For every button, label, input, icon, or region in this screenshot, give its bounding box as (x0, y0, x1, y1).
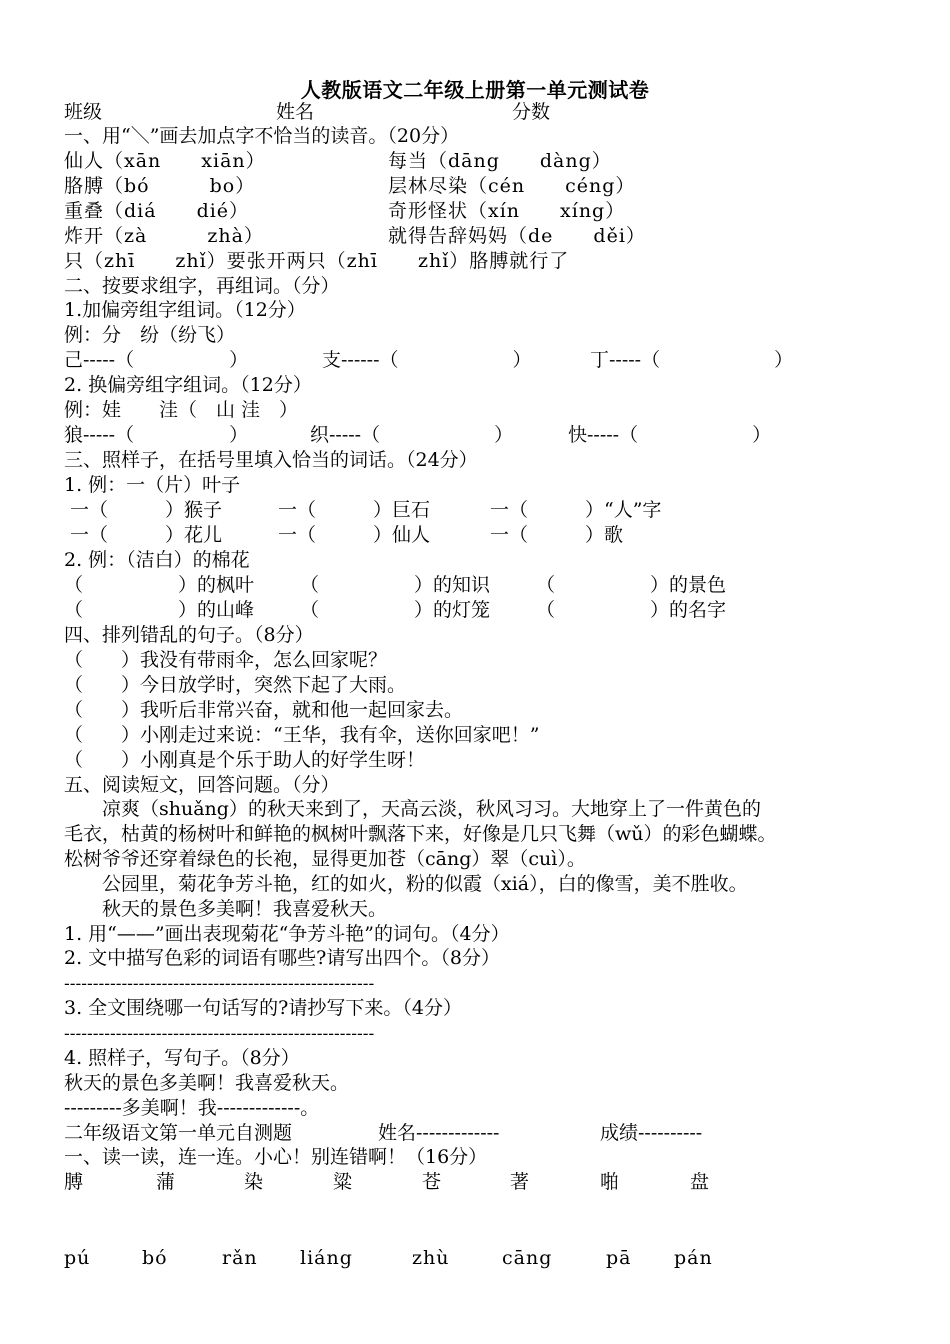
s5-question-3: 3. 全文围绕哪一句话写的?请抄写下来。（4分） (64, 997, 462, 1019)
match-char: 粱 (333, 1171, 353, 1193)
s3-fill: 一（ ）猴子 (64, 499, 223, 521)
match-pinyin: pán (674, 1247, 713, 1269)
s2-fill: 狼-----（ ） (64, 424, 249, 446)
s3-fill: （ ）的山峰 (64, 599, 255, 621)
s2-part2: 2. 换偏旁组字组词。（12分） (64, 374, 312, 396)
s1-row-right: 层林尽染（cén céng） (388, 175, 636, 197)
s4-item: （ ）小刚真是个乐于助人的好学生呀！ (64, 749, 426, 771)
match-char: 啪 (600, 1171, 620, 1193)
match-pinyin: liáng (300, 1247, 353, 1269)
s5-heading: 五、阅读短文，回答问题。（分） (64, 774, 340, 796)
s3-part2: 2. 例：（洁白）的棉花 (64, 549, 250, 571)
s1-row-right: 奇形怪状（xín xíng） (388, 200, 626, 222)
footer-heading: 一、读一读，连一连。小心！别连错啊！（16分） (64, 1146, 488, 1168)
match-char: 蒲 (156, 1171, 176, 1193)
s4-heading: 四、排列错乱的句子。（8分） (64, 624, 314, 646)
s4-item: （ ）我听后非常兴奋，就和他一起回家去。 (64, 699, 464, 721)
match-char: 膊 (64, 1171, 84, 1193)
s1-last: 只（zhī zhǐ）要张开两只（zhī zhǐ）胳膊就行了 (64, 250, 570, 272)
page-title: 人教版语文二年级上册第一单元测试卷 (300, 78, 650, 102)
footer-test-title: 二年级语文第一单元自测题 (64, 1122, 293, 1144)
footer-grade: 成绩---------- (600, 1122, 703, 1144)
s1-row-left: 重叠（diá dié） (64, 200, 250, 222)
s5-question-4: 4. 照样子，写句子。（8分） (64, 1047, 300, 1069)
match-pinyin: zhù (412, 1247, 450, 1269)
match-char: 苍 (422, 1171, 442, 1193)
s2-example1: 例：分 纷（纷飞） (64, 324, 236, 346)
name-label: 姓名 (276, 101, 315, 123)
match-pinyin: cāng (502, 1247, 553, 1269)
s5-question-1: 1. 用“——”画出表现菊花“争芳斗艳”的词句。（4分） (64, 923, 510, 945)
s2-heading: 二、按要求组字，再组词。（分） (64, 275, 340, 297)
match-pinyin: pú (64, 1247, 91, 1269)
s4-item: （ ）今日放学时，突然下起了大雨。 (64, 674, 407, 696)
s1-row-left: 胳膊（bó bo） (64, 175, 256, 197)
answer-line: ------------------------------------------------------ (64, 974, 375, 994)
s3-fill: 一（ ）巨石 (278, 499, 431, 521)
s3-heading: 三、照样子，在括号里填入恰当的词话。（24分） (64, 449, 478, 471)
s1-row-left: 炸开（zà zhà） (64, 225, 264, 247)
match-pinyin: rǎn (222, 1247, 258, 1269)
class-label: 班级 (64, 101, 103, 123)
s2-fill: 己-----（ ） (64, 349, 249, 371)
match-char: 染 (244, 1171, 264, 1193)
s2-fill: 织-----（ ） (310, 424, 514, 446)
match-pinyin: bó (142, 1247, 168, 1269)
s3-fill: 一（ ）“人”字 (490, 499, 662, 521)
match-pinyin: pā (606, 1247, 632, 1269)
s3-fill: 一（ ）花儿 (64, 524, 223, 546)
s1-row-right: 每当（dāng dàng） (388, 150, 612, 172)
s2-fill: 快-----（ ） (568, 424, 772, 446)
match-char: 盘 (690, 1171, 710, 1193)
s3-fill: （ ）的灯笼 (300, 599, 491, 621)
match-char: 著 (510, 1171, 530, 1193)
s2-fill: 支------（ ） (322, 349, 532, 371)
s4-item: （ ）小刚走过来说：“王华，我有伞，送你回家吧！” (64, 724, 540, 746)
s1-row-right: 就得告辞妈妈（de děi） (388, 225, 646, 247)
s3-part1: 1. 例：一（片）叶子 (64, 474, 241, 496)
s2-example2: 例：娃 洼（ 山 洼 ） (64, 399, 299, 421)
s1-row-left: 仙人（xān xiān） (64, 150, 266, 172)
s5-para-line: 公园里，菊花争芳斗艳，红的如火，粉的似霞（xiá），白的像雪，美不胜收。 (64, 873, 748, 895)
s4-item: （ ）我没有带雨伞，怎么回家呢？ (64, 649, 388, 671)
s5-example: 秋天的景色多美啊！我喜爱秋天。 (64, 1072, 350, 1094)
s5-para-line: 凉爽（shuǎng）的秋天来到了，天高云淡，秋风习习。大地穿上了一件黄色的 (64, 798, 761, 820)
footer-name: 姓名------------- (378, 1122, 500, 1144)
s3-fill: （ ）的名字 (536, 599, 727, 621)
score-label: 分数 (512, 101, 551, 123)
s5-fill-sentence: ---------多美啊！我-------------。 (64, 1097, 320, 1119)
s3-fill: 一（ ）歌 (490, 524, 624, 546)
s5-para-line: 秋天的景色多美啊！我喜爱秋天。 (64, 898, 388, 920)
answer-line: ------------------------------------------------------ (64, 1024, 375, 1044)
s2-fill: 丁-----（ ） (590, 349, 794, 371)
s5-question-2: 2. 文中描写色彩的词语有哪些?请写出四个。（8分） (64, 947, 500, 969)
s5-para-line: 毛衣，枯黄的杨树叶和鲜艳的枫树叶飘落下来，好像是几只飞舞（wǔ）的彩色蝴蝶。 (64, 823, 777, 845)
s2-part1: 1.加偏旁组字组词。（12分） (64, 299, 306, 321)
s3-fill: 一（ ）仙人 (278, 524, 431, 546)
s5-para-line: 松树爷爷还穿着绿色的长袍，显得更加苍（cāng）翠（cuì）。 (64, 848, 586, 870)
s3-fill: （ ）的枫叶 (64, 574, 255, 596)
s3-fill: （ ）的知识 (300, 574, 491, 596)
s3-fill: （ ）的景色 (536, 574, 727, 596)
s1-heading: 一、用“＼”画去加点字不恰当的读音。（20分） (64, 125, 460, 147)
